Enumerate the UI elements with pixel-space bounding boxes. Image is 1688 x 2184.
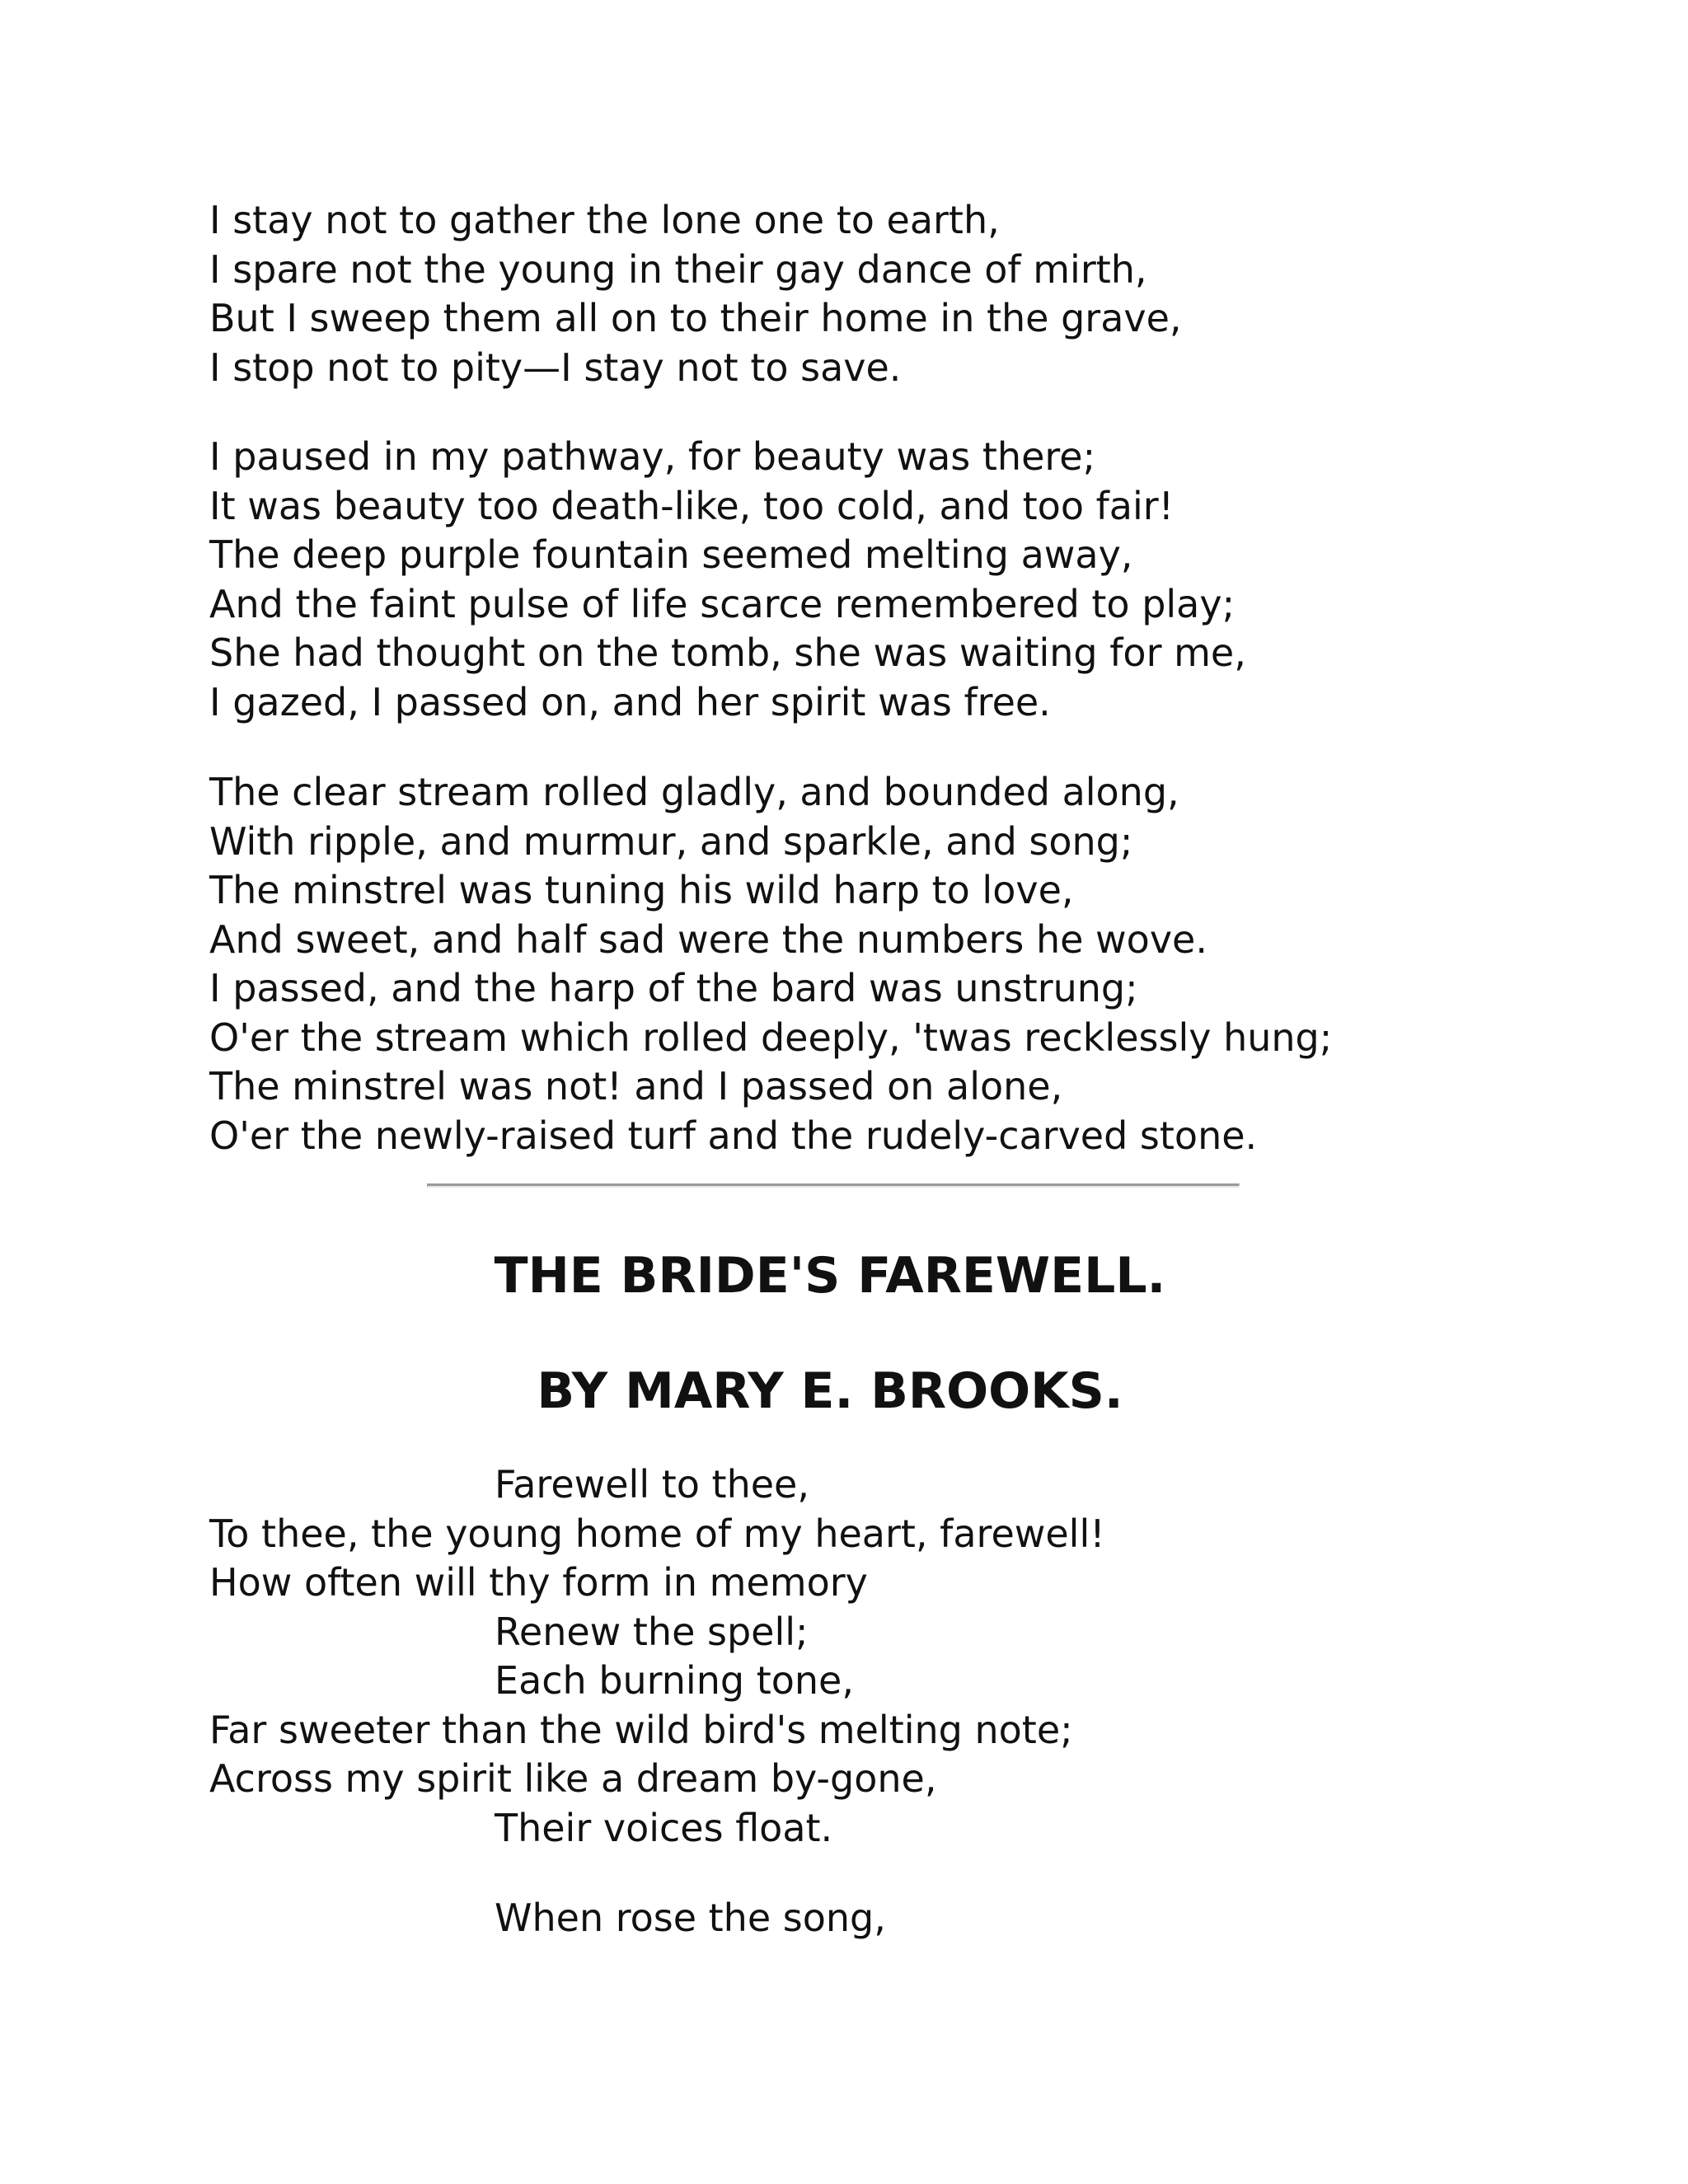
poem-line: The minstrel was tuning his wild harp to love, bbox=[209, 868, 1074, 912]
poem-line: I passed, and the harp of the bard was unstrung; bbox=[209, 966, 1138, 1010]
poem-line: O'er the newly-raised turf and the rudely-carved stone. bbox=[209, 1113, 1258, 1158]
poem-line: Each burning tone, bbox=[495, 1658, 854, 1703]
poem-line: When rose the song, bbox=[495, 1896, 886, 1940]
poem-title: THE BRIDE'S FAREWELL. bbox=[494, 1247, 1166, 1305]
poem-line: The minstrel was not! and I passed on alone, bbox=[209, 1064, 1063, 1108]
poem-line: Far sweeter than the wild bird's melting note; bbox=[209, 1707, 1073, 1752]
poem-line: The clear stream rolled gladly, and bounded along, bbox=[209, 770, 1179, 814]
stanza-3 bbox=[209, 768, 1332, 1160]
poem-line: How often will thy form in memory bbox=[209, 1560, 868, 1605]
poem-line: The deep purple fountain seemed melting away, bbox=[209, 532, 1133, 577]
poem-line: Their voices float. bbox=[495, 1805, 833, 1850]
poem-line: I gazed, I passed on, and her spirit was free. bbox=[209, 679, 1051, 724]
poem-line: And the faint pulse of life scarce remembered to play; bbox=[209, 581, 1236, 626]
poem-line: I stop not to pity—I stay not to save. bbox=[209, 344, 902, 390]
stanza-4 bbox=[209, 1460, 1105, 1853]
poem-line: Farewell to thee, bbox=[495, 1462, 809, 1507]
stanza-1 bbox=[209, 196, 1182, 392]
poem-line: O'er the stream which rolled deeply, 'twas recklessly hung; bbox=[209, 1015, 1333, 1060]
poem-line: And sweet, and half sad were the numbers he wove. bbox=[209, 916, 1207, 962]
poem-byline: BY MARY E. BROOKS. bbox=[537, 1362, 1123, 1420]
poem-line: Across my spirit like a dream by-gone, bbox=[209, 1756, 937, 1801]
poem-line: It was beauty too death-like, too cold, and too fair! bbox=[209, 483, 1175, 528]
poem-line: I paused in my pathway, for beauty was there; bbox=[209, 434, 1096, 479]
stanza-2 bbox=[209, 433, 1246, 727]
poem-line: With ripple, and murmur, and sparkle, and song; bbox=[209, 818, 1133, 864]
poem-line: She had thought on the tomb, she was waiting for me, bbox=[209, 630, 1246, 675]
poem-line: Renew the spell; bbox=[495, 1609, 809, 1654]
section-divider bbox=[427, 1183, 1240, 1188]
poem-line: I spare not the young in their gay dance of mirth, bbox=[209, 246, 1147, 292]
poem-line: But I sweep them all on to their home in the grave, bbox=[209, 296, 1182, 340]
stanza-5 bbox=[209, 1894, 886, 1943]
poem-line: I stay not to gather the lone one to earth, bbox=[209, 198, 1000, 242]
poem-line: To thee, the young home of my heart, farewell! bbox=[209, 1511, 1105, 1556]
